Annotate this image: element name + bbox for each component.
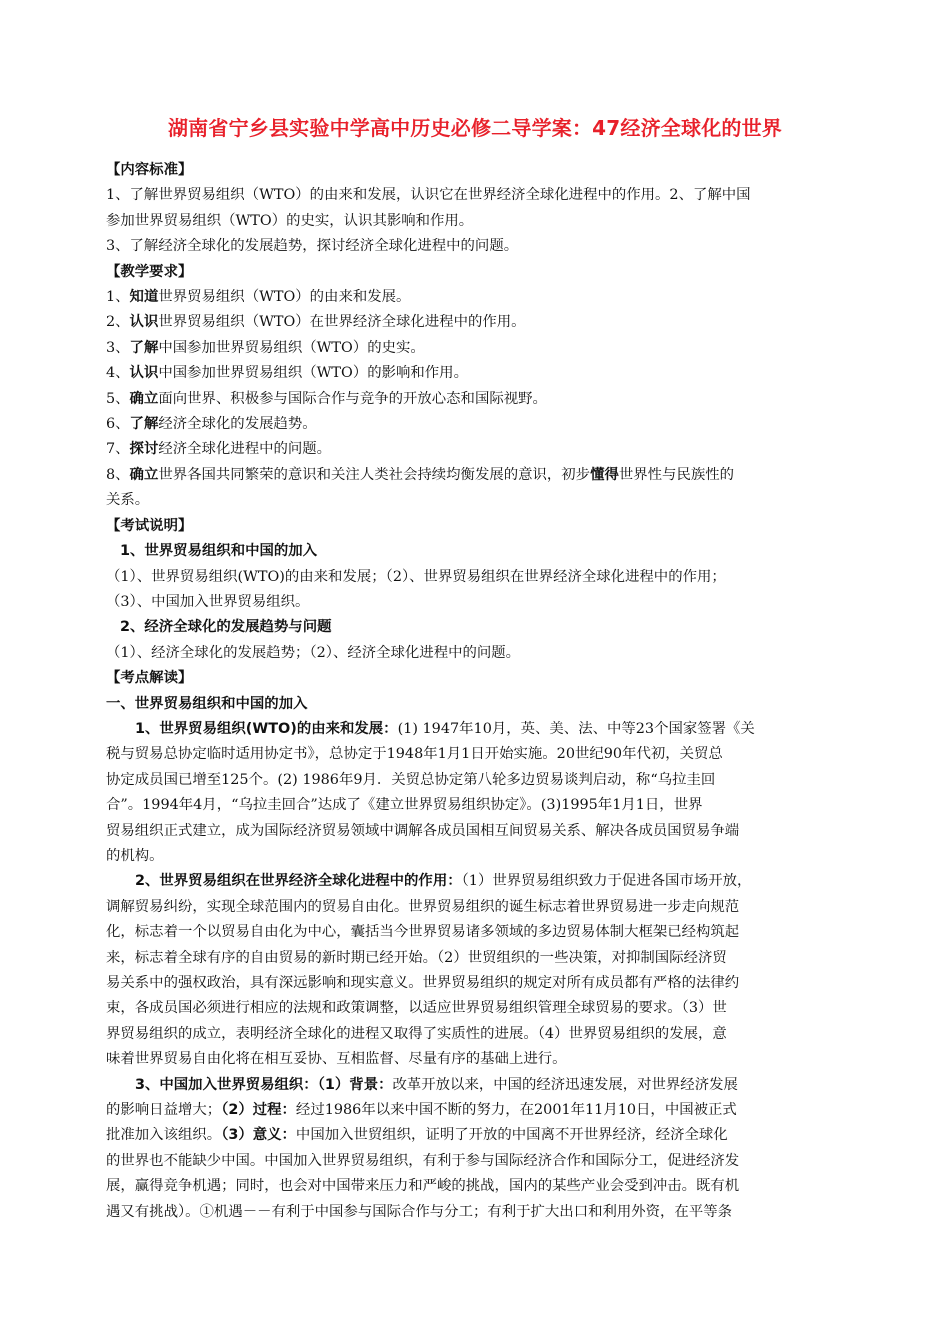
paragraph-line: 贸易组织正式建立，成为国际经济贸易领域中调解各成员国相互间贸易关系、解决各成员国贸易争端 (106, 822, 740, 839)
content-standard-line: 参加世界贸易组织（WTO）的史实，认识其影响和作用。 (106, 212, 474, 229)
exam-description-heading: 【考试说明】 (106, 517, 193, 534)
content-standard-line: 1、了解世界贸易组织（WTO）的由来和发展，认识它在世界经济全球化进程中的作用。2、了解中国 (106, 187, 751, 204)
exam-line: （1）、经济全球化的发展趋势；（2）、经济全球化进程中的问题。 (106, 644, 521, 661)
content-standard-heading: 【内容标准】 (106, 162, 193, 178)
teaching-req-item: 5、确立面向世界、积极参与国际合作与竞争的开放心态和国际视野。 (106, 390, 547, 407)
content-standard-line: 3、了解经济全球化的发展趋势，探讨经济全球化进程中的问题。 (106, 238, 519, 255)
teaching-requirements-heading: 【教学要求】 (106, 263, 193, 280)
teaching-req-item: 4、认识中国参加世界贸易组织（WTO）的影响和作用。 (106, 365, 468, 382)
exam-line: （1）、世界贸易组织(WTO)的由来和发展；（2）、世界贸易组织在世界经济全球化进程中的作用； (106, 568, 726, 585)
paragraph-line: 批准加入该组织。（3）意义：中国加入世贸组织，证明了开放的中国离不开世界经济，经济全球化 (106, 1127, 728, 1144)
paragraph-line: 税与贸易总协定临时适用协定书》，总协定于1948年1月1日开始实施。20世纪90年代初，关贸总 (106, 746, 723, 763)
paragraph-line: 的机构。 (106, 847, 164, 864)
exam-subheading: 1、世界贸易组织和中国的加入 (120, 543, 318, 560)
paragraph-line: 协定成员国已增至125个。(2) 1986年9月．关贸总协定第八轮多边贸易谈判启动，称“乌拉圭回 (106, 771, 716, 788)
paragraph-line: 调解贸易纠纷，实现全球范围内的贸易自由化。世界贸易组织的诞生标志着世界贸易进一步走向规范 (106, 898, 740, 915)
teaching-req-item: 2、认识世界贸易组织（WTO）在世界经济全球化进程中的作用。 (106, 314, 526, 331)
analysis-heading: 【考点解读】 (106, 670, 193, 687)
paragraph-line: 遇又有挑战）。①机遇－－有利于中国参与国际合作与分工；有利于扩大出口和利用外资，在平等条 (106, 1203, 732, 1220)
paragraph-line: 界贸易组织的成立，表明经济全球化的进程又取得了实质性的进展。（4）世界贸易组织的发展，意 (106, 1025, 727, 1042)
exam-line: （3）、中国加入世界贸易组织。 (106, 593, 310, 610)
teaching-req-item-continued: 关系。 (106, 492, 150, 509)
paragraph-wto-role: 2、世界贸易组织在世界经济全球化进程中的作用：（1）世界贸易组织致力于促进各国市场开放， (135, 873, 752, 890)
exam-subheading: 2、经济全球化的发展趋势与问题 (120, 619, 332, 636)
paragraph-wto-origin: 1、世界贸易组织(WTO)的由来和发展：(1) 1947年10月，英、美、法、中等23个国家签署《关 (135, 720, 755, 737)
paragraph-line: 的影响日益增大；（2）过程：经过1986年以来中国不断的努力，在2001年11月10日，中国被正式 (106, 1102, 737, 1119)
paragraph-line: 束，各成员国必须进行相应的法规和政策调整，以适应世界贸易组织管理全球贸易的要求。（3）世 (106, 1000, 727, 1017)
paragraph-line: 化，标志着一个以贸易自由化为中心，囊括当今世界贸易诸多领域的多边贸易体制大框架已经构筑起 (106, 924, 740, 941)
paragraph-china-join: 3、中国加入世界贸易组织：（1）背景：改革开放以来，中国的经济迅速发展，对世界经济发展 (135, 1076, 738, 1093)
teaching-req-item: 3、了解中国参加世界贸易组织（WTO）的史实。 (106, 339, 425, 356)
paragraph-line: 来，标志着全球有序的自由贸易的新时期已经开始。（2）世贸组织的一些决策，对抑制国际经济贸 (106, 949, 727, 966)
paragraph-line: 味着世界贸易自由化将在相互妥协、互相监督、尽量有序的基础上进行。 (106, 1051, 567, 1068)
teaching-req-item: 1、知道世界贸易组织（WTO）的由来和发展。 (106, 289, 411, 306)
page-title: 湖南省宁乡县实验中学高中历史必修二导学案：47经济全球化的世界 (167, 116, 783, 140)
teaching-req-item: 6、了解经济全球化的发展趋势。 (106, 416, 317, 433)
teaching-req-item: 7、探讨经济全球化进程中的问题。 (106, 441, 332, 458)
paragraph-line: 易关系中的强权政治，具有深远影响和现实意义。世界贸易组织的规定对所有成员都有严格的法律约 (106, 975, 740, 991)
paragraph-line: 的世界也不能缺少中国。中国加入世界贸易组织，有利于参与国际经济合作和国际分工，促进经济发 (106, 1152, 740, 1169)
paragraph-line: 合”。1994年4月，“乌拉圭回合”达成了《建立世界贸易组织协定》。(3)1995年1月1日，世界 (106, 797, 703, 814)
document-body (106, 158, 850, 1225)
section-heading: 一、世界贸易组织和中国的加入 (106, 695, 308, 712)
paragraph-line: 展，赢得竞争机遇；同时，也会对中国带来压力和严峻的挑战，国内的某些产业会受到冲击。既有机 (106, 1178, 740, 1195)
teaching-req-item: 8、确立世界各国共同繁荣的意识和关注人类社会持续均衡发展的意识，初步懂得世界性与民族性的 (106, 466, 735, 483)
